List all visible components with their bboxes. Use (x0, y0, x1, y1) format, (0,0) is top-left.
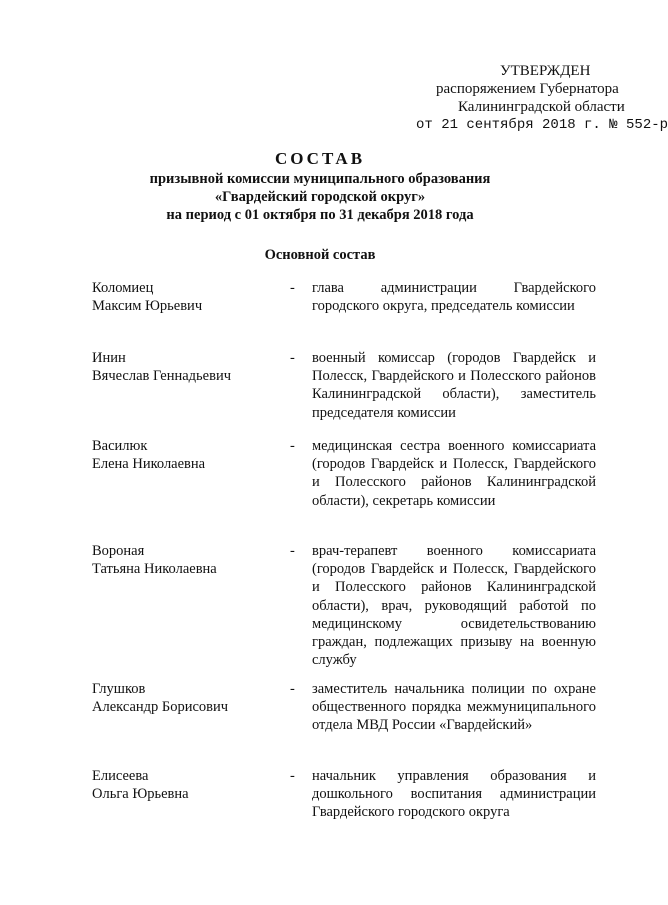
member-dash: - (290, 280, 295, 296)
member-name (92, 279, 282, 315)
approval-date-line: от 21 сентября 2018 г. № 552-р (416, 117, 668, 133)
member-name (92, 437, 282, 473)
member-surname: Коломиец (92, 280, 154, 296)
approval-line-2: Калининградской области (458, 99, 625, 115)
member-surname: Василюк (92, 438, 148, 454)
member-name (92, 680, 282, 716)
member-given-names: Елена Николаевна (92, 456, 206, 473)
member-given-names: Александр Борисович (92, 699, 229, 716)
approval-line-1: распоряжением Губернатора (436, 81, 619, 97)
member-dash: - (290, 768, 295, 784)
member-role: врач-терапевт военного комиссариата (городов Гвардейск и Полесск, Гвардейского и Полесского районов Калининградской области), врач, руководящий работой по медицинскому освидетельствованию граждан, подлежащих призыву на военную службу (312, 543, 596, 669)
member-dash: - (290, 350, 295, 366)
member-role: заместитель начальника полиции по охране общественного порядка межмуниципального отдела МВД России «Гвардейский» (312, 681, 596, 734)
member-given-names: Татьяна Николаевна (92, 561, 217, 578)
member-role: глава администрации Гвардейского городского округа, председатель комиссии (312, 280, 596, 315)
member-role: медицинская сестра военного комиссариата (городов Гвардейск и Полесск, Гвардейского и Полесского районов Калининградской области), секретарь комиссии (312, 438, 596, 509)
document-subtitle-line-3: на период с 01 октября по 31 декабря 2018 года (166, 207, 474, 223)
member-given-names: Вячеслав Геннадьевич (92, 368, 232, 385)
document-subtitle-line-1: призывной комиссии муниципального образования (149, 171, 491, 187)
member-dash: - (290, 438, 295, 454)
member-dash: - (290, 543, 295, 559)
document-title: СОСТАВ (274, 149, 366, 168)
member-role: начальник управления образования и дошкольного воспитания администрации Гвардейского городского округа (312, 768, 596, 821)
member-surname: Инин (92, 350, 126, 366)
approval-title: УТВЕРЖДЕН (500, 63, 591, 79)
document-title-block (0, 148, 640, 224)
member-name (92, 349, 282, 385)
member-given-names: Ольга Юрьевна (92, 786, 189, 803)
document-subtitle-line-2: «Гвардейский городской округ» (214, 189, 426, 205)
member-role: военный комиссар (городов Гвардейск и Полесск, Гвардейского и Полесского районов Калининградской области), заместитель председателя комиссии (312, 350, 596, 421)
member-name (92, 542, 282, 578)
member-surname: Глушков (92, 681, 146, 697)
member-surname: Вороная (92, 543, 145, 559)
member-dash: - (290, 681, 295, 697)
member-surname: Елисеева (92, 768, 149, 784)
member-name (92, 767, 282, 803)
member-given-names: Максим Юрьевич (92, 298, 203, 315)
section-title: Основной состав (264, 247, 376, 263)
